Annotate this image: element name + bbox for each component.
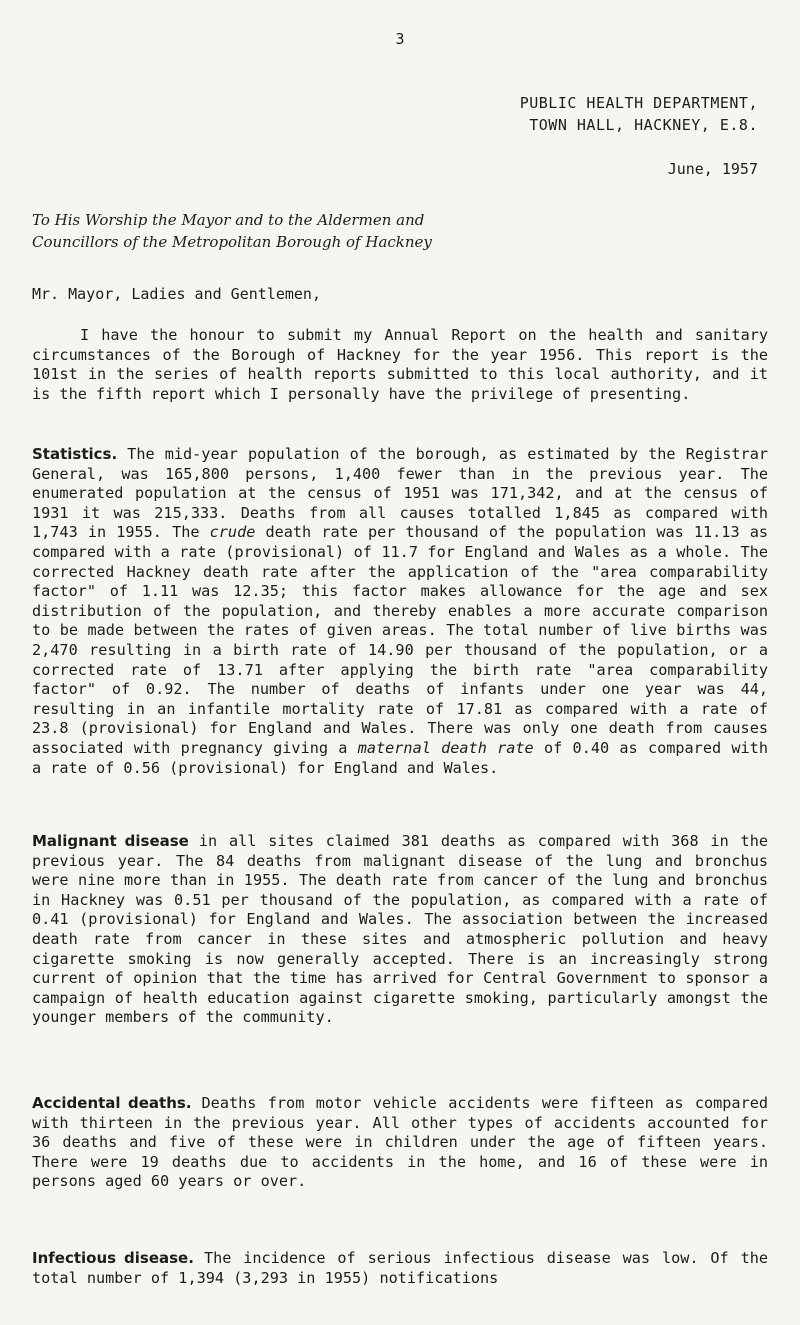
intro-paragraph: I have the honour to submit my Annual Report on the health and sanitary circumstances of the Borough of Hackney for the year 1956. This report is the 101st in the series of health reports submitted to this local authority, and it is the fifth report which I personally have the privilege of presenting. [32,326,768,403]
statistics-text-b: death rate per thousand of the population was 11.13 as compared with a rate (provisional) of 11.7 for England and Wales as a whole. The corrected Hackney death rate after the application of the "area comparability factor" of 1.11 was 12.35; this factor makes allowance for the age and sex distribution of the population, and thereby enables a more accurate comparison to be made between the rates of given areas. The total number of live births was 2,470 resulting in a birth rate of 14.90 per thousand of the population, or a corrected rate of 13.71 after applying the birth rate "area comparability factor" of 0.92. The number of deaths of infants under one year was 44, resulting in an infantile mortality rate of 17.81 as compared with a rate of 23.8 (provisional) for England and Wales. There was only one death from causes associated with pregnancy giving a [32,523,768,757]
malignant-text: in all sites claimed 381 deaths as compared with 368 in the previous year. The 84 deaths from malignant disease of the lung and bronchus were nine more than in 1955. The death rate from cancer of the lung and bronchus in Hackney was 0.51 per thousand of the population, as compared with a rate of 0.41 (provisional) for England and Wales. The association between the increased death rate from cancer in these sites and atmospheric pollution and heavy cigarette smoking is now generally accepted. There is an increasingly strong current of opinion that the time has arrived for Central Government to sponsor a campaign of health education against cigarette smoking, particularly amongst the younger members of the community. [32,832,768,1027]
statistics-paragraph [32,445,768,778]
statistics-heading: Statistics. [32,445,118,463]
infectious-disease-paragraph [32,1249,768,1288]
greeting: Mr. Mayor, Ladies and Gentlemen, [32,285,321,303]
addressee-line-2: Councillors of the Metropolitan Borough of Hackney [32,233,432,251]
report-date: June, 1957 [667,160,758,178]
page-number: 3 [395,30,405,48]
department-address [520,92,758,136]
maternal-death-rate-term: maternal death rate [357,738,534,757]
malignant-disease-paragraph [32,832,768,1028]
accidental-heading: Accidental deaths. [32,1094,192,1112]
statistics-text-c: of 0.40 as compared with a rate of 0.56 (provisional) for England and Wales. [32,738,768,777]
statistics-text-a: The mid-year population of the borough, as estimated by the Registrar General, was 165,800 persons, 1,400 fewer than in the previous year. The enumerated population at the census of 1951 was 171,342, and at the census of 1931 it was 215,333. Deaths from all causes totalled 1,845 as compared with 1,743 in 1955. The [32,445,768,542]
address-line-2: TOWN HALL, HACKNEY, E.8. [529,116,758,134]
addressee-line-1: To His Worship the Mayor and to the Aldermen and [32,211,425,229]
infectious-text: The incidence of serious infectious disease was low. Of the total number of 1,394 (3,293 in 1955) notifications [32,1249,768,1287]
accidental-deaths-paragraph [32,1094,768,1192]
address-line-1: PUBLIC HEALTH DEPARTMENT, [519,94,758,112]
crude-term: crude [209,523,256,542]
malignant-heading: Malignant disease [32,832,189,850]
addressee [32,209,732,253]
infectious-heading: Infectious disease. [32,1249,194,1267]
accidental-text: Deaths from motor vehicle accidents were fifteen as compared with thirteen in the previous year. All other types of accidents accounted for 36 deaths and five of these were in children under the age of fifteen years. There were 19 deaths due to accidents in the home, and 16 of these were in persons aged 60 years or over. [32,1094,768,1191]
